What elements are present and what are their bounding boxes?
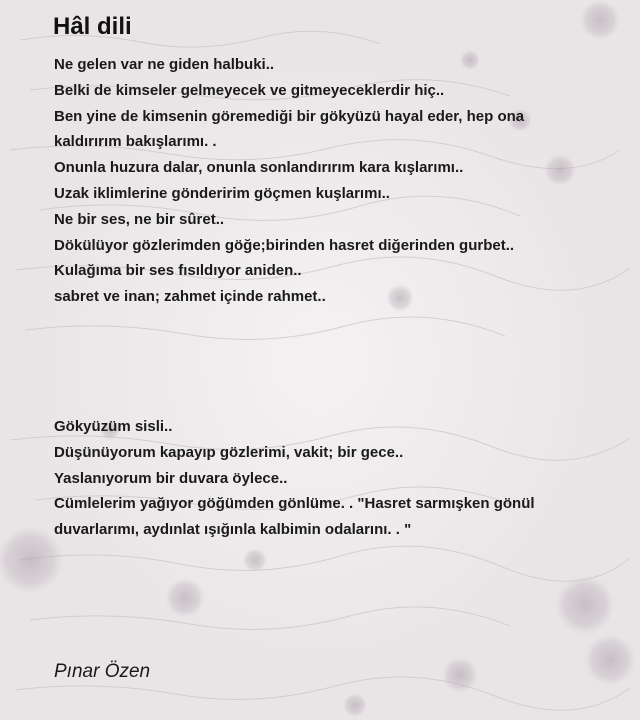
poem-line: kaldırırım bakışlarımı. . (54, 133, 217, 151)
poem-stanza-2 (54, 414, 614, 543)
poem-line: Onunla huzura dalar, onunla sonlandırırım kara kışlarımı.. (54, 159, 464, 177)
poem-line: Kulağıma bir ses fısıldıyor aniden.. (54, 262, 302, 280)
poem-stanza-1 (54, 52, 614, 310)
poem-author: Pınar Özen (54, 661, 151, 682)
poem-line: Belki de kimseler gelmeyecek ve gitmeyeceklerdir hiç.. (54, 81, 445, 99)
poem-line: Ne bir ses, ne bir sûret.. (54, 210, 225, 228)
poem-line: Düşünüyorum kapayıp gözlerimi, vakit; bir gece.. (54, 443, 404, 461)
poem-line: Ben yine de kimsenin göremediği bir gökyüzü hayal eder, hep ona (54, 107, 525, 125)
poem-line: Cümlelerim yağıyor göğümden gönlüme. . "Hasret sarmışken gönül (54, 495, 535, 513)
poem-title: Hâl dili (53, 13, 132, 40)
poem-line: sabret ve inan; zahmet içinde rahmet.. (54, 288, 326, 306)
poem-body (54, 52, 614, 543)
poem-line: Yaslanıyorum bir duvara öylece.. (54, 469, 288, 487)
poem-line: Ne gelen var ne giden halbuki.. (54, 56, 275, 73)
poem-line: Dökülüyor gözlerimden göğe;birinden hasret diğerinden gurbet.. (54, 236, 515, 254)
poem-line: duvarlarımı, aydınlat ışığınla kalbimin odalarını. . " (54, 521, 412, 539)
poem-line: Gökyüzüm sisli.. (54, 417, 173, 435)
poem-line: Uzak iklimlerine gönderirim göçmen kuşlarımı.. (54, 184, 390, 202)
